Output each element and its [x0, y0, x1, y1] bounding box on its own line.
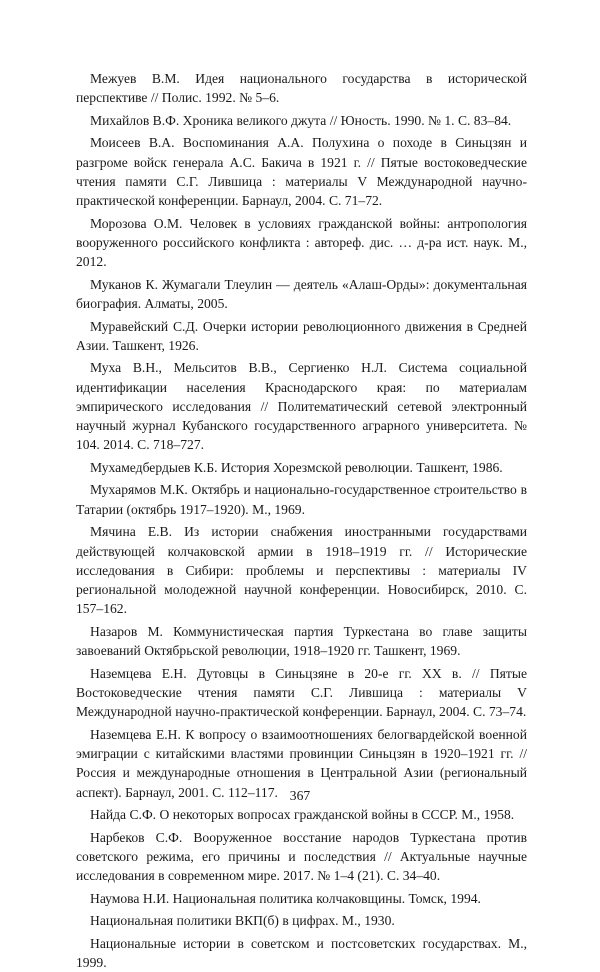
bibliography-entry: Мячина Е.В. Из истории снабжения иностранными государствами действующей колчаковской армии в 1918–1919 гг. // Исторические исследования в Сибири: проблемы и перспективы : материалы IV региональной молодежной научной конференции. Новосибирск, 2010. С. 157–162. — [76, 524, 527, 617]
bibliography-entry: Назаров М. Коммунистическая партия Туркестана во главе защиты завоеваний Октябрьской революции, 1918–1920 гг. Ташкент, 1969. — [76, 623, 527, 659]
bibliography-entry: Морозова О.М. Человек в условиях гражданской войны: антропология вооруженного российского конфликта : автореф. дис. … д-ра ист. наук. М., 2012. — [76, 215, 527, 270]
bibliography-entry: Моисеев В.А. Воспоминания А.А. Полухина о походе в Синьцзян и разгроме войск генерала А.С. Бакича в 1921 г. // Пятые востоковедческие чтения памяти С.Г. Лившица : материалы V Международной научно-практической конференции. Барнаул, 2004. С. 71–72. — [76, 135, 527, 209]
bibliography-entry: Национальная политики ВКП(б) в цифрах. М., 1930. — [90, 913, 395, 929]
bibliography-entry: Наземцева Е.Н. К вопросу о взаимоотношениях белогвардейской военной эмиграции с китайскими властями провинции Синьцзян в 1920–1921 гг. // Россия и международные отношения в Центральной Азии (региональный аспект). Барнаул, 2001. С. 112–117. — [76, 726, 527, 800]
bibliography-entry: Мухарямов М.К. Октябрь и национально-государственное строительство в Татарии (октябрь 1917–1920). М., 1969. — [76, 482, 527, 517]
bibliography-entry: Михайлов В.Ф. Хроника великого джута // Юность. 1990. № 1. С. 83–84. — [90, 112, 512, 128]
bibliography-entry: Национальные истории в советском и постсоветских государствах. М., 1999. — [76, 935, 527, 970]
bibliography-entry: Муха В.Н., Мельситов В.В., Сергиенко Н.Л. Система социальной идентификации населения Краснодарского края: по материалам эмпирического исследования // Политематический сетевой электронный научный журнал Кубанского государственного аграрного университета. № 104. 2014. С. 718–727. — [76, 360, 527, 453]
bibliography-list — [76, 69, 527, 972]
bibliography-entry: Межуев В.М. Идея национального государства в исторической перспективе // Полис. 1992. № 5–6. — [76, 71, 527, 106]
bibliography-entry: Муравейский С.Д. Очерки истории революционного движения в Средней Азии. Ташкент, 1926. — [76, 318, 527, 353]
bibliography-entry: Нарбеков С.Ф. Вооруженное восстание народов Туркестана против советского режима, его причины и последствия // Актуальные научные исследования в современном мире. 2017. № 1–4 (21). С. 34–40. — [76, 829, 527, 884]
bibliography-entry: Найда С.Ф. О некоторых вопросах гражданской войны в СССР. М., 1958. — [90, 807, 515, 823]
bibliography-entry: Муканов К. Жумагали Тлеулин — деятель «Алаш-Орды»: документальная биография. Алматы, 2005. — [76, 276, 527, 312]
page-number: 367 — [289, 788, 311, 803]
bibliography-entry: Мухамедбердыев К.Б. История Хорезмской революции. Ташкент, 1986. — [90, 459, 503, 475]
bibliography-entry: Наземцева Е.Н. Дутовцы в Синьцзяне в 20-е гг. XX в. // Пятые Востоковедческие чтения памяти С.Г. Лившица : материалы V Международной научно-практической конференции. Барнаул, 2004. С. 73–74. — [76, 665, 527, 720]
bibliography-entry: Наумова Н.И. Национальная политика колчаковщины. Томск, 1994. — [90, 890, 481, 906]
